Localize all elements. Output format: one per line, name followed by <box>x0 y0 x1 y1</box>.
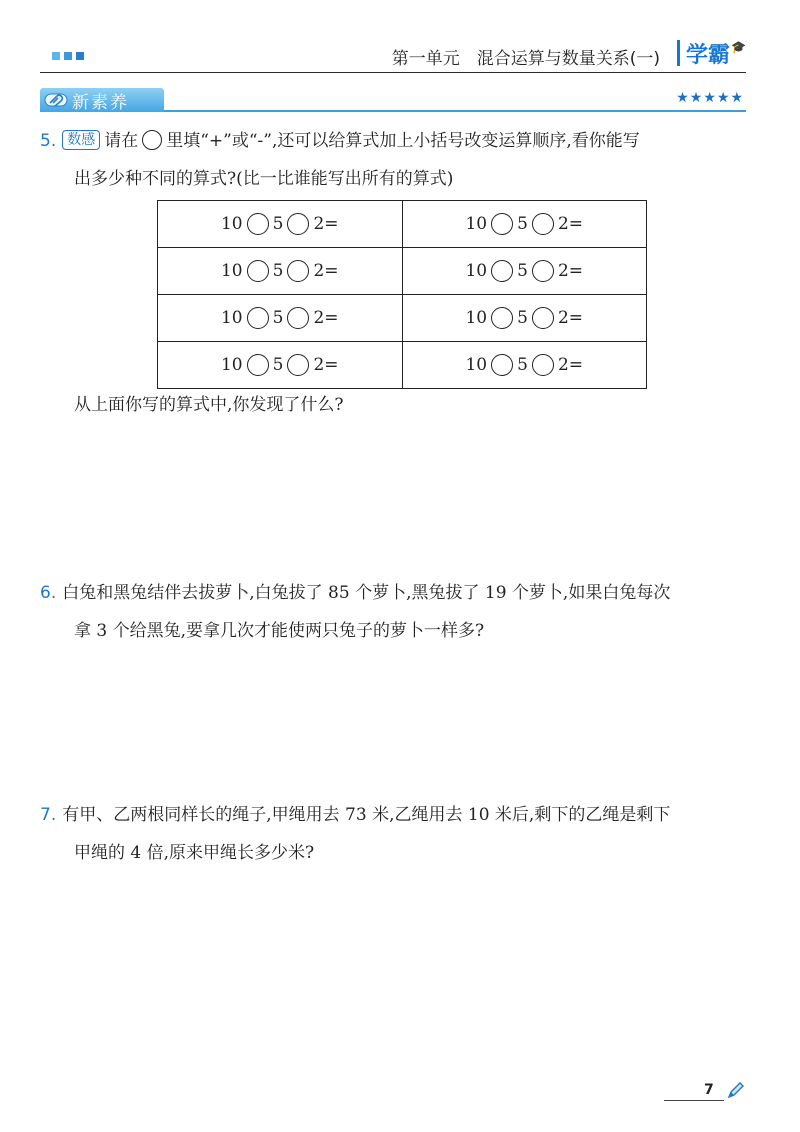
expression <box>221 213 339 235</box>
operand-a: 10 <box>220 308 243 328</box>
operand-a: 10 <box>465 261 488 281</box>
paperclip-icon <box>44 92 68 108</box>
pencil-icon <box>726 1080 746 1100</box>
q5-tag: 数感 <box>62 130 100 150</box>
q6-line2: 拿 3 个给黑兔,要拿几次才能使两只兔子的萝卜一样多? <box>74 621 485 641</box>
q5-text-b: 里填“+”或“-”,还可以给算式加上小括号改变运算顺序,看你能写 <box>166 131 640 151</box>
q5-followup: 从上面你写的算式中,你发现了什么? <box>74 395 344 415</box>
q7-number: 7. <box>40 805 57 825</box>
expression-cell <box>402 201 647 248</box>
operator-blank-circle[interactable] <box>532 213 554 235</box>
expression-cell <box>402 342 647 389</box>
operand-b: 5 <box>517 261 528 281</box>
operator-blank-circle[interactable] <box>287 213 309 235</box>
q5-line1 <box>40 124 750 158</box>
section-label: 新素养 <box>72 92 129 113</box>
expression <box>221 354 339 376</box>
brand-text: 学霸 <box>686 42 731 68</box>
q6-text-1: 白兔和黑兔结伴去拔萝卜,白兔拔了 85 个萝卜,黑兔拔了 19 个萝卜,如果白兔每次 <box>62 583 671 603</box>
operand-b: 5 <box>517 355 528 375</box>
expression <box>221 260 339 282</box>
operand-c: 2= <box>557 214 584 234</box>
table-row <box>158 295 647 342</box>
operand-c: 2= <box>557 261 584 281</box>
operator-blank-circle[interactable] <box>491 260 513 282</box>
brand-bar <box>677 40 680 66</box>
q6-number: 6. <box>40 583 57 603</box>
q5-line2: 出多少种不同的算式?(比一比谁能写出所有的算式) <box>74 169 454 189</box>
operator-blank-circle[interactable] <box>532 260 554 282</box>
q7-line1 <box>40 798 750 832</box>
header-marks <box>52 52 84 60</box>
unit-title: 第一单元 混合运算与数量关系(一) <box>391 49 660 69</box>
operand-a: 10 <box>220 214 243 234</box>
graduation-cap-icon: 🎓 <box>731 40 746 54</box>
page-header <box>40 38 746 73</box>
operand-a: 10 <box>465 214 488 234</box>
q7-text-1: 有甲、乙两根同样长的绳子,甲绳用去 73 米,乙绳用去 10 米后,剩下的乙绳是剩下 <box>62 805 671 825</box>
operator-blank-circle[interactable] <box>287 354 309 376</box>
expression <box>465 307 583 329</box>
operand-c: 2= <box>313 308 339 328</box>
operator-blank-circle[interactable] <box>287 260 309 282</box>
table-row <box>158 248 647 295</box>
section-tab <box>40 88 164 112</box>
brand-logo <box>677 38 746 68</box>
operand-c: 2= <box>557 355 584 375</box>
expression <box>465 260 583 282</box>
operator-blank-circle[interactable] <box>532 354 554 376</box>
question-7 <box>40 798 750 870</box>
question-5 <box>40 124 750 196</box>
operand-a: 10 <box>220 355 243 375</box>
operator-blank-circle[interactable] <box>287 307 309 329</box>
expression-cell <box>158 248 403 295</box>
section-band <box>40 88 746 112</box>
difficulty-stars: ★★★★★ <box>676 90 744 106</box>
operand-b: 5 <box>517 308 528 328</box>
expression-cell <box>158 342 403 389</box>
operand-b: 5 <box>272 214 284 234</box>
expression-cell <box>158 201 403 248</box>
operator-blank-circle[interactable] <box>247 260 269 282</box>
expression-cell <box>158 295 403 342</box>
footer-line <box>664 1100 724 1101</box>
table-row <box>158 201 647 248</box>
operand-c: 2= <box>313 214 339 234</box>
operator-blank-circle[interactable] <box>247 213 269 235</box>
operand-a: 10 <box>465 308 488 328</box>
q6-line1 <box>40 576 750 610</box>
question-6 <box>40 576 750 648</box>
operand-b: 5 <box>272 308 284 328</box>
operator-blank-circle[interactable] <box>532 307 554 329</box>
operand-b: 5 <box>272 355 284 375</box>
operand-c: 2= <box>557 308 584 328</box>
q5-number: 5. <box>40 131 57 151</box>
operand-a: 10 <box>465 355 488 375</box>
operator-blank-circle[interactable] <box>247 354 269 376</box>
expression <box>465 354 583 376</box>
operator-blank-circle[interactable] <box>491 307 513 329</box>
operand-b: 5 <box>517 214 528 234</box>
expression-cell <box>402 295 647 342</box>
q7-line2: 甲绳的 4 倍,原来甲绳长多少米? <box>74 843 315 863</box>
operator-blank-circle[interactable] <box>491 354 513 376</box>
operand-a: 10 <box>220 261 243 281</box>
blank-circle-icon <box>142 130 162 150</box>
expression-cell <box>402 248 647 295</box>
operand-c: 2= <box>313 261 339 281</box>
operand-c: 2= <box>313 355 339 375</box>
expression-table <box>157 200 647 389</box>
table-row <box>158 342 647 389</box>
q5-text-a: 请在 <box>104 131 139 151</box>
operand-b: 5 <box>272 261 284 281</box>
expression <box>221 307 339 329</box>
page-number: 7 <box>704 1082 714 1098</box>
operator-blank-circle[interactable] <box>491 213 513 235</box>
operator-blank-circle[interactable] <box>247 307 269 329</box>
expression <box>465 213 583 235</box>
